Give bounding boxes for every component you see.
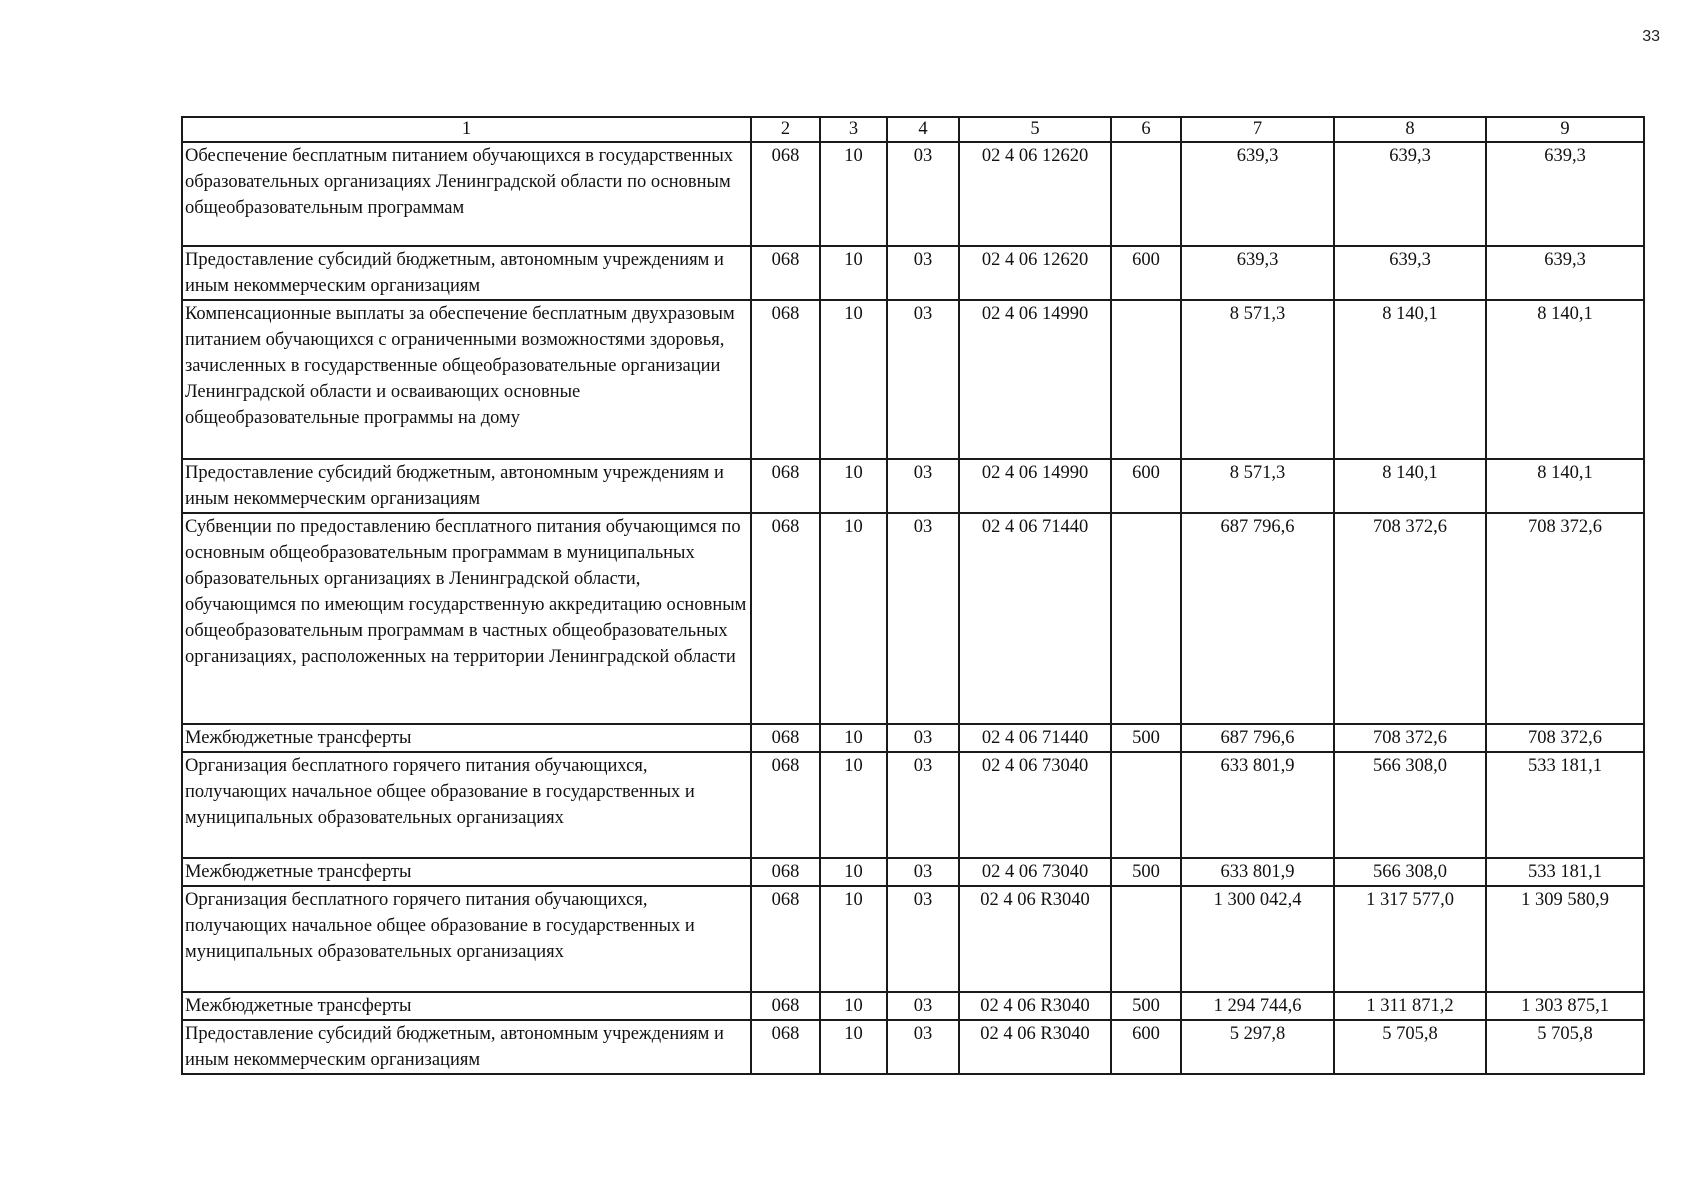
amount-col7-cell: 8 571,3	[1181, 459, 1334, 513]
expense-type-cell	[1111, 752, 1181, 858]
table-row	[182, 858, 1644, 886]
budget-table	[181, 116, 1645, 1075]
column-header: 8	[1334, 117, 1486, 142]
amount-col8-cell: 8 140,1	[1334, 300, 1486, 459]
target-article-cell: 02 4 06 71440	[959, 513, 1111, 724]
amount-col9-cell: 639,3	[1486, 246, 1644, 300]
amount-col8-cell: 708 372,6	[1334, 724, 1486, 752]
page-number: 33	[1642, 28, 1660, 45]
table-row	[182, 1020, 1644, 1074]
amount-col7-cell: 1 294 744,6	[1181, 992, 1334, 1020]
subsection-cell: 03	[887, 752, 959, 858]
table-row	[182, 246, 1644, 300]
column-header: 9	[1486, 117, 1644, 142]
admin-code-cell: 068	[751, 459, 820, 513]
admin-code-cell: 068	[751, 1020, 820, 1074]
table-row	[182, 752, 1644, 858]
amount-col7-cell: 1 300 042,4	[1181, 886, 1334, 992]
admin-code-cell: 068	[751, 246, 820, 300]
subsection-cell: 03	[887, 1020, 959, 1074]
section-cell: 10	[820, 724, 887, 752]
target-article-cell: 02 4 06 12620	[959, 246, 1111, 300]
expense-type-cell	[1111, 886, 1181, 992]
row-description: Межбюджетные трансферты	[182, 992, 751, 1020]
amount-col7-cell: 633 801,9	[1181, 858, 1334, 886]
amount-col7-cell: 687 796,6	[1181, 724, 1334, 752]
column-header: 4	[887, 117, 959, 142]
row-description: Организация бесплатного горячего питания обучающихся, получающих начальное общее образование в государственных и муниципальных образовательных организациях	[182, 752, 751, 858]
amount-col8-cell: 1 311 871,2	[1334, 992, 1486, 1020]
subsection-cell: 03	[887, 459, 959, 513]
amount-col9-cell: 1 309 580,9	[1486, 886, 1644, 992]
subsection-cell: 03	[887, 300, 959, 459]
amount-col9-cell: 639,3	[1486, 142, 1644, 246]
amount-col7-cell: 633 801,9	[1181, 752, 1334, 858]
table-row	[182, 513, 1644, 724]
amount-col8-cell: 8 140,1	[1334, 459, 1486, 513]
target-article-cell: 02 4 06 R3040	[959, 1020, 1111, 1074]
section-cell: 10	[820, 300, 887, 459]
admin-code-cell: 068	[751, 300, 820, 459]
section-cell: 10	[820, 246, 887, 300]
amount-col9-cell: 8 140,1	[1486, 459, 1644, 513]
expense-type-cell: 500	[1111, 858, 1181, 886]
amount-col7-cell: 639,3	[1181, 142, 1334, 246]
target-article-cell: 02 4 06 71440	[959, 724, 1111, 752]
section-cell: 10	[820, 992, 887, 1020]
amount-col8-cell: 639,3	[1334, 246, 1486, 300]
column-header: 5	[959, 117, 1111, 142]
expense-type-cell: 500	[1111, 992, 1181, 1020]
target-article-cell: 02 4 06 14990	[959, 300, 1111, 459]
section-cell: 10	[820, 858, 887, 886]
target-article-cell: 02 4 06 14990	[959, 459, 1111, 513]
row-description: Предоставление субсидий бюджетным, автономным учреждениям и иным некоммерческим организациям	[182, 246, 751, 300]
section-cell: 10	[820, 459, 887, 513]
subsection-cell: 03	[887, 886, 959, 992]
expense-type-cell: 600	[1111, 459, 1181, 513]
expense-type-cell: 600	[1111, 1020, 1181, 1074]
target-article-cell: 02 4 06 12620	[959, 142, 1111, 246]
amount-col8-cell: 1 317 577,0	[1334, 886, 1486, 992]
row-description: Предоставление субсидий бюджетным, автономным учреждениям и иным некоммерческим организациям	[182, 1020, 751, 1074]
admin-code-cell: 068	[751, 724, 820, 752]
table-row	[182, 886, 1644, 992]
column-header: 7	[1181, 117, 1334, 142]
expense-type-cell	[1111, 513, 1181, 724]
amount-col9-cell: 1 303 875,1	[1486, 992, 1644, 1020]
row-description: Межбюджетные трансферты	[182, 724, 751, 752]
header-row	[182, 117, 1644, 142]
amount-col9-cell: 708 372,6	[1486, 724, 1644, 752]
table-row	[182, 724, 1644, 752]
row-description: Субвенции по предоставлению бесплатного питания обучающимся по основным общеобразовательным программам в муниципальных образовательных организациях в Ленинградской области, обучающимся по имеющим государственную аккредитацию основным общеобразовательным программам в частных общеобразовательных организациях, расположенных на территории Ленинградской области	[182, 513, 751, 724]
expense-type-cell: 600	[1111, 246, 1181, 300]
subsection-cell: 03	[887, 513, 959, 724]
expense-type-cell: 500	[1111, 724, 1181, 752]
target-article-cell: 02 4 06 73040	[959, 752, 1111, 858]
column-header: 6	[1111, 117, 1181, 142]
amount-col9-cell: 533 181,1	[1486, 858, 1644, 886]
column-header: 2	[751, 117, 820, 142]
expense-type-cell	[1111, 300, 1181, 459]
amount-col8-cell: 566 308,0	[1334, 752, 1486, 858]
section-cell: 10	[820, 886, 887, 992]
amount-col7-cell: 639,3	[1181, 246, 1334, 300]
section-cell: 10	[820, 752, 887, 858]
row-description: Предоставление субсидий бюджетным, автономным учреждениям и иным некоммерческим организациям	[182, 459, 751, 513]
section-cell: 10	[820, 142, 887, 246]
amount-col9-cell: 5 705,8	[1486, 1020, 1644, 1074]
amount-col8-cell: 566 308,0	[1334, 858, 1486, 886]
subsection-cell: 03	[887, 858, 959, 886]
row-description: Организация бесплатного горячего питания обучающихся, получающих начальное общее образование в государственных и муниципальных образовательных организациях	[182, 886, 751, 992]
admin-code-cell: 068	[751, 142, 820, 246]
admin-code-cell: 068	[751, 752, 820, 858]
amount-col8-cell: 639,3	[1334, 142, 1486, 246]
amount-col9-cell: 8 140,1	[1486, 300, 1644, 459]
admin-code-cell: 068	[751, 858, 820, 886]
table-row	[182, 300, 1644, 459]
amount-col9-cell: 708 372,6	[1486, 513, 1644, 724]
section-cell: 10	[820, 1020, 887, 1074]
target-article-cell: 02 4 06 R3040	[959, 992, 1111, 1020]
table-row	[182, 992, 1644, 1020]
section-cell: 10	[820, 513, 887, 724]
column-header: 1	[182, 117, 751, 142]
table-row	[182, 142, 1644, 246]
target-article-cell: 02 4 06 R3040	[959, 886, 1111, 992]
admin-code-cell: 068	[751, 992, 820, 1020]
row-description: Компенсационные выплаты за обеспечение бесплатным двухразовым питанием обучающихся с ограниченными возможностями здоровья, зачисленных в государственные общеобразовательные организации Ленинградской области и осваивающих основные общеобразовательные программы на дому	[182, 300, 751, 459]
table-row	[182, 459, 1644, 513]
target-article-cell: 02 4 06 73040	[959, 858, 1111, 886]
column-header: 3	[820, 117, 887, 142]
amount-col7-cell: 8 571,3	[1181, 300, 1334, 459]
subsection-cell: 03	[887, 246, 959, 300]
amount-col8-cell: 5 705,8	[1334, 1020, 1486, 1074]
amount-col7-cell: 687 796,6	[1181, 513, 1334, 724]
admin-code-cell: 068	[751, 886, 820, 992]
subsection-cell: 03	[887, 724, 959, 752]
amount-col7-cell: 5 297,8	[1181, 1020, 1334, 1074]
amount-col9-cell: 533 181,1	[1486, 752, 1644, 858]
row-description: Обеспечение бесплатным питанием обучающихся в государственных образовательных организациях Ленинградской области по основным общеобразовательным программам	[182, 142, 751, 246]
row-description: Межбюджетные трансферты	[182, 858, 751, 886]
expense-type-cell	[1111, 142, 1181, 246]
admin-code-cell: 068	[751, 513, 820, 724]
subsection-cell: 03	[887, 992, 959, 1020]
subsection-cell: 03	[887, 142, 959, 246]
amount-col8-cell: 708 372,6	[1334, 513, 1486, 724]
